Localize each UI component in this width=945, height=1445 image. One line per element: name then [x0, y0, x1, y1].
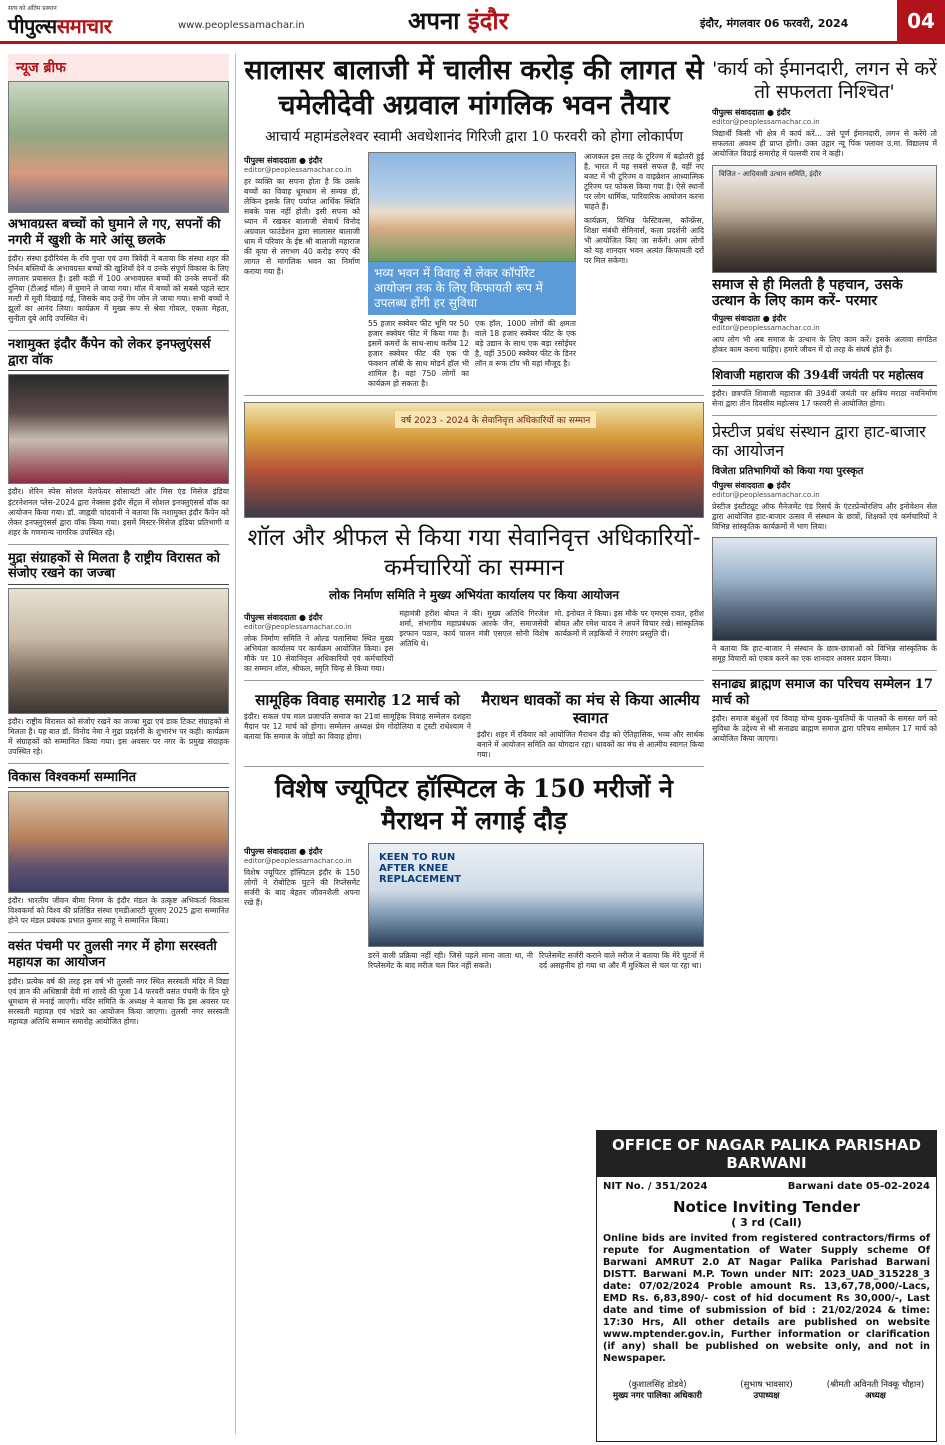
second-email: editor@peoplessamachar.co.in — [244, 622, 352, 631]
walk-photo — [8, 374, 229, 484]
brand-name-part1: पीपुल्स — [8, 14, 57, 38]
tribal-samiti-banner: विजित - आदिवासी उत्थान समिति, इंदौर — [719, 169, 822, 178]
hospital-banner: KEEN TO RUN AFTER KNEE REPLACEMENT — [379, 852, 462, 886]
second-byline: पीपुल्स संवाददाता ● इंदौर — [244, 612, 323, 622]
short1-body: इंदौर। सकल पंच माल प्रजापति समाज का 21वां सामूहिक विवाह सम्मेलन दशहरा मैदान पर 12 मार्च को होगा। सम्मेलन अध्यक्ष प्रेम गोदोलिया व ट्रस्टी राधेश्याम ने बताया कि समाज के जोड़ों का विवाह होगा। — [244, 712, 471, 742]
hospital-photo — [368, 843, 704, 947]
masthead — [0, 0, 945, 44]
lead-email: editor@peoplessamachar.co.in — [244, 166, 352, 175]
coin-exhibition-photo — [8, 588, 229, 714]
parmar-headline: समाज से ही मिलती है पहचान, उसके उत्थान के लिए काम करें- परमार — [712, 276, 903, 310]
tender-call: ( 3 rd (Call) — [731, 1216, 802, 1229]
tender-notice — [596, 1130, 937, 1442]
tribal-samiti-photo — [712, 165, 937, 273]
third-col3: रिप्लेसमेंट सर्जरी कराने वाले मरीज ने बताया कि मेरे घुटनों में दर्द असहनीय हो गया था और मैं मुश्किल से चल पा रहा था। — [539, 951, 704, 971]
divider — [8, 544, 229, 545]
story5-headline: वसंत पंचमी पर तुलसी नगर में होगा सरस्वती महायज्ञ का आयोजन — [8, 939, 229, 973]
short1-headline: सामूहिक विवाह समारोह 12 मार्च को — [255, 691, 460, 710]
lead-byline: पीपुल्स संवाददाता ● इंदौर — [244, 156, 323, 166]
divider — [712, 415, 937, 416]
third-col2: डरने वाली प्रक्रिया नहीं रही। जिसे पहले माना जाता था, नी रिप्लेसमेंट के बाद मरीज चल फिर नहीं सकते। — [368, 951, 533, 971]
brahmin-headline: सनाढ्य ब्राह्मण समाज का परिचय सम्मेलन 17 मार्च को — [712, 677, 937, 711]
divider — [244, 766, 704, 767]
tender-signatures — [597, 1369, 936, 1405]
brand-tagline: सत्य को अंतिम प्रस्थान — [8, 5, 57, 12]
prestige-headline: प्रेस्टीज प्रबंध संस्थान द्वारा हाट-बाजार का आयोजन — [712, 421, 926, 460]
divider — [712, 361, 937, 362]
prestige-body: प्रेस्टीज इंस्टीट्यूट ऑफ मैनेजमेंट एंड रिसर्च के एंटरप्रेन्योरशिप और इनोवेशन सेल द्वारा आयोजित हाट-बाजार उत्सव में संस्थान के छात्रों, शिक्षकों एवं कर्मचारियों ने विभिन्न सांस्कृतिक कार्यक्रमों में भाग लिया। — [712, 502, 937, 532]
story4-headline: विकास विश्वकर्मा सम्मानित — [8, 770, 229, 789]
story2-headline: नशामुक्त इंदौर कैंपेन को लेकर इनफ्लुएंसर्स द्वारा वॉक — [8, 337, 229, 371]
shivaji-headline: शिवाजी महाराज की 394वीं जयंती पर महोत्सव — [712, 368, 937, 385]
brand-name-part2: समाचार — [56, 14, 112, 38]
signatory-title: अध्यक्ष — [865, 1390, 886, 1401]
lead-subhead: आचार्य महामंडलेश्वर स्वामी अवधेशानंद गिरिजी द्वारा 10 फरवरी को होगा लोकार्पण — [265, 129, 683, 146]
signatory-title: मुख्य नगर पालिका अधिकारी — [613, 1390, 702, 1401]
felicitation-banner: वर्ष 2023 - 2024 के सेवानिवृत्त अधिकारियों का सम्मान — [395, 411, 596, 428]
story5-body: इंदौर। प्रत्येक वर्ष की तरह इस वर्ष भी तुलसी नगर स्थित सरस्वती मंदिर में विद्या एवं ज्ञान की अधिष्ठात्री देवी मां शारदे की पूजा 14 फरवरी वसंत पंचमी के दिन पूरे धूमधाम से मनाई जाएगी। मंदिर समिति के अध्यक्ष ने बताया कि इस अवसर पर सरस्वती महायज्ञ एवं भंडारे का आयोजन किया जाएगा। तुलसी नगर सरस्वती महायज्ञ अतिथि सम्मान समारोह आयोजित होगा। — [8, 976, 229, 1026]
tender-body: Online bids are invited from registered contractors/firms of repute for Augmentation of Water Supply scheme Of Barwani AMRUT 2.0 AT Nagar Palika Parishad Barwani DISTT. Barwani M.P. Town under NIT: 2023_UAD_315228_3 date: 07/02/2024 Proble amount Rs. 13,67,78,000/-Lacs, EMD Rs. 6,83,890/- cost of hid document Rs 30,000/-, Last date and time of submission of bid : 21/02/2024 & time: 17:30 Hrs, All other details are published on website www.mptender.gov.in, Further information or clarification (if any) shall be published on website only, and not in Newspaper. — [603, 1233, 930, 1364]
haat-bazaar-body: ने बताया कि हाट-बाजार ने संस्थान के छात्र-छात्राओं को विभिन्न सांस्कृतिक के समूह विचारों को एकत्र करने का एक शानदार अवसर प्रदान किया। — [712, 644, 937, 664]
section-title-part1: अपना — [408, 6, 460, 35]
signature-block — [712, 1379, 821, 1401]
signature-block — [821, 1379, 930, 1401]
quote-body: विद्यार्थी किसी भी क्षेत्र में कार्य करें... उसे पूर्ण ईमानदारी, लगन से करेंगे तो सफलता अवश्य ही प्राप्त होगी। उक्त उद्गार न्यू पिंक फ्लावर उ.मा. विद्यालय में आयोजित विदाई समारोह में पल्लवी राय ने कही। — [712, 128, 937, 158]
left-column — [8, 54, 236, 1434]
tender-title: Notice Inviting Tender — [673, 1198, 860, 1216]
story1-headline: अभावग्रस्त बच्चों को घुमाने ले गए, सपनों की नगरी में खुशी के मारे आंसू छलके — [8, 217, 229, 251]
lead-col4: आजकल इस तरह के टूरिज्म में बढ़ोतरी हुई है, भारत में यह सबसे सफल है, वहीं नए बजट में भी टूरिज्म व वाइब्रेशन आध्यात्मिक टूरिज्म पर फोकस किया गया है। ऐसे स्थानों पर लोग धार्मिक, पारिवारिक आयोजन करना चाहते हैं। — [584, 152, 704, 212]
second-col3: मो. इनोयत ने किया। इस मौके पर एमएस रावत, हरीश बोयत और रमेश यादव ने अपने विचार रखे। सांस्कृतिक कार्यक्रमों में लड़कियों ने रंगारंग प्रस्तुति दी। — [554, 608, 704, 639]
quote-byline: पीपुल्स संवाददाता ● इंदौर — [712, 107, 791, 117]
story1-body: इंदौर। संस्था इंदौरियंस के रवि गुप्ता एवं उमा त्रिवेदी ने बताया कि संस्था शहर की निर्धन बस्तियों के अभावग्रस्त बच्चों की खुशियों देने व उनके संपूर्ण विकास के लिए लगातार प्रयासरत है। इसी कड़ी में 100 अभावग्रस्त बच्चों की उनके सपनों की दुनिया (टीआई मॉल) में घुमाने ले जाया गया। मॉल में बच्चों को सबसे पहले स्टार मल्टी में मूवी दिखाई गई, जिसके बाद उन्हें गेम जोन ले जाया गया। सभी बच्चों ने झूलों का आनंद लिया। कार्यक्रम में मुख्य रूप से श्रेया गोयल, एकता मेहता, सुनीता दुबे आदि उपस्थित थे। — [8, 254, 229, 324]
second-col2: महामंत्री हरीश बोयत ने की। मुख्य अतिथि गिरजेश शर्मा, संभागीय महाप्रबंधक आरके जैन, समाजसेवी इरफान पठान, कार्य पालन मंत्री एसएल सोनी विशेष अतिथि थे। — [399, 608, 549, 649]
tender-date: Barwani date 05-02-2024 — [787, 1181, 930, 1192]
second-col1: लोक निर्माण समिति ने ओल्ड पलासिया स्थित मुख्य अभियंता कार्यालय पर कार्यक्रम आयोजित किया। इस मौके पर 10 सेवानिवृत्त अधिकारियों एवं कर्मचारियों का सम्मान शॉल, श्रीफल, स्मृति चिन्ह से किया गया। — [244, 633, 394, 674]
brand-logo — [8, 4, 111, 39]
divider — [8, 932, 229, 933]
children-photo — [8, 81, 229, 213]
story2-body: इंदौर। शेरिन स्पेस सोशल वेलफेयर सोसायटी और मिस एंड मिसेज इंडिया इंटरनेशनल प्लेस-2024 द्वारा नेक्सस इंदौर सेंट्रल में सोशल इनफ्लुएंसर्स वॉक का आयोजन किया गया। डॉ. जाह्नवी चांदवानी ने बताया कि नशामुक्त इंदौर कैंपेन को लेकर इनफ्लुएंसर्स द्वारा वॉक किया गया। इसमें मिस्टर-मिसेज इंडिया प्रतिभागी व शहर के गणमान्य नागरिक उपस्थित रहे। — [8, 487, 229, 537]
lead-col3: एक हॉल, 1000 लोगों की क्षमता वाले 18 हजार स्क्वेयर फीट के एक बड़े उद्यान के साथ एक बड़ा रसोईघर है, वहीं 3500 स्क्वेयर फीट के डिनर लॉन व रूफ टॉप भी यहां मौजूद है। — [475, 319, 576, 369]
news-brief-label: न्यूज ब्रीफ — [8, 54, 229, 81]
signatory-name: (श्रीमती अविनती निक्कू चौहान) — [826, 1379, 925, 1390]
felicitation-photo — [244, 402, 704, 518]
story3-headline: मुद्रा संग्राहकों से मिलता है राष्ट्रीय विरासत को संजोए रखने का जज्बा — [8, 551, 229, 585]
parmar-email: editor@peoplessamachar.co.in — [712, 324, 820, 333]
award-photo — [8, 791, 229, 893]
building-photo-caption: भव्य भवन में विवाह से लेकर कॉर्पोरेट आयोजन तक के लिए किफायती रूप में उपलब्ध होंगी हर सुविधा — [368, 262, 576, 315]
section-title-part2: इंदौर — [467, 6, 509, 35]
parmar-body: आप लोग भी अब समाज के उत्थान के लिए काम करें। इसके अलावा संगठित होकर काम करना चाहिए। हमारे जीवन में दो तरह के संघर्ष होते हैं। — [712, 335, 937, 355]
signatory-name: (सुभाष भावसार) — [740, 1379, 793, 1390]
haat-bazaar-photo — [712, 537, 937, 641]
lead-col5: कार्यक्रम, विभिन्न फेस्टिवल्स, कॉन्फ्रेंस, शिक्षा संबंधी सेमिनार्स, कला प्रदर्शनी आदि भी आयोजित किए जा सकेंगे। आम लोगों को यह शानदार भवन अत्यंत किफायती दरों पर मिल सकेगा। — [584, 216, 704, 266]
tender-meta — [597, 1177, 936, 1196]
signatory-name: (कुशालसिंह डोडवे) — [628, 1379, 687, 1390]
third-headline: विशेष ज्यूपिटर हॉस्पिटल के 150 मरीजों ने मैराथन में लगाई दौड़ — [275, 774, 673, 836]
divider — [244, 395, 704, 396]
prestige-byline: पीपुल्स संवाददाता ● इंदौर — [712, 481, 791, 491]
signatory-title: उपाध्यक्ष — [753, 1390, 780, 1401]
second-headline: शॉल और श्रीफल से किया गया सेवानिवृत्त अधिकारियों-कर्मचारियों का सम्मान — [247, 525, 701, 582]
signature-block — [603, 1379, 712, 1401]
brand-name — [8, 12, 111, 39]
divider — [712, 670, 937, 671]
section-title — [408, 4, 508, 37]
divider — [244, 680, 704, 681]
quote-email: editor@peoplessamachar.co.in — [712, 117, 820, 126]
quote-headline: 'कार्य को ईमानदारी, लगन से करें तो सफलता निश्चित' — [712, 58, 937, 103]
tender-nit: NIT No. / 351/2024 — [603, 1181, 708, 1192]
short2-body: इंदौर। शहर में रविवार को आयोजित मैराथन दौड़ को ऐतिहासिक, भव्य और सार्थक बनाने में आयोजन समिति का योगदान रहा। धावकों का मंच से आत्मीय स्वागत किया गया। — [477, 730, 704, 760]
building-photo — [368, 152, 576, 262]
third-byline: पीपुल्स संवाददाता ● इंदौर — [244, 847, 323, 857]
divider — [8, 763, 229, 764]
second-subhead: लोक निर्माण समिति ने मुख्य अभियंता कार्यालय पर किया आयोजन — [328, 587, 620, 602]
lead-col2: 55 हजार स्क्वेयर फीट भूमि पर 50 हजार स्क्वेयर फीट में किया गया है। इसमें कमरों के साथ-साथ करीब 12 हजार स्क्वेयर फीट की एक पी फंक्शन लॉबी के साथ मोडर्न हॉल भी शामिल है। यहां 750 लोगों का कार्यक्रम हो सकता है। — [368, 319, 469, 389]
divider — [8, 330, 229, 331]
prestige-subhead: विजेता प्रतिभागियों को किया गया पुरस्कृत — [712, 466, 864, 478]
parmar-byline: पीपुल्स संवादाता ● इंदौर — [712, 314, 787, 324]
story3-body: इंदौर। राष्ट्रीय विरासत को संजोए रखने का जज्बा मुद्रा एवं डाक टिकट संग्राहकों से मिलता है। यह बात डॉ. विनोद नेमा ने मुद्रा प्रदर्शनी के शुभारंभ पर कही। कार्यक्रम में संग्राहकों को सम्मानित किया गया। इस अवसर पर नगर के प्रमुख संग्राहक उपस्थित रहे। — [8, 716, 229, 756]
lead-headline: सालासर बालाजी में चालीस करोड़ की लागत से चमेलीदेवी अग्रवाल मांगलिक भवन तैयार — [244, 55, 704, 121]
tender-office: OFFICE OF NAGAR PALIKA PARISHAD BARWANI — [597, 1131, 936, 1177]
brahmin-body: इंदौर। समाज बंधुओं एवं विवाह योग्य युवक-युवतियों के पालकों के समस्त वर्ग को सुविधा के उद्देश्य से श्री सनाढ्य ब्राह्मण समाज द्वारा परिचय सम्मेलन 17 मार्च को आयोजित किया जाएगा। — [712, 714, 937, 744]
short2-headline: मैराथन धावकों का मंच से किया आत्मीय स्वागत — [481, 691, 700, 728]
third-email: editor@peoplessamachar.co.in — [244, 857, 352, 866]
shivaji-body: इंदौर। छत्रपति शिवाजी महाराज की 394वीं जयंती पर क्षत्रिय मराठा नवनिर्माण सेना द्वारा तीन दिवसीय महोत्सव 17 फरवरी से आयोजित होगा। — [712, 388, 937, 408]
third-col1: विशेष ज्यूपिटर हॉस्पिटल इंदौर के 150 लोगों ने रोबोटिक घुटने की रिप्लेसमेंट सर्जरी के बाद बेहतर जीवनशैली अपना रखे हैं। — [244, 868, 360, 908]
dateline: इंदौर, मंगलवार 06 फरवरी, 2024 — [700, 17, 849, 30]
page-number: 04 — [897, 0, 945, 42]
lead-col1: हर व्यक्ति का सपना होता है कि उसके बच्चों का विवाह धूमधाम से सम्पन्न हो, लेकिन इसके लिए पर्याप्त आर्थिक स्थिति सबके पास नहीं होती। इसी सपना को ध्यान में रखकर बालाजी सेवार्थ विनोद अग्रवाल फाउंडेशन द्वारा सालासर बालाजी धाम में परिवार के ईष्ट श्री बालाजी महाराज की कृपा से लगभग 40 करोड़ रुपए की लागत से मांगलिक भवन का निर्माण कराया गया है। — [244, 177, 360, 277]
website: www.peoplessamachar.in — [178, 20, 305, 31]
story4-body: इंदौर। भारतीय जीवन बीमा निगम के इंदौर मंडल के उत्कृष्ट अभिकर्ता विकास विश्वकर्मा को विश्व की प्रतिष्ठित संस्था एमडीआरटी यूएसए 2025 द्वारा सम्मानित होने पर मंडल प्रबंधक प्रभात कुमार साहू ने सम्मानित किया। — [8, 896, 229, 926]
prestige-email: editor@peoplessamachar.co.in — [712, 491, 820, 500]
